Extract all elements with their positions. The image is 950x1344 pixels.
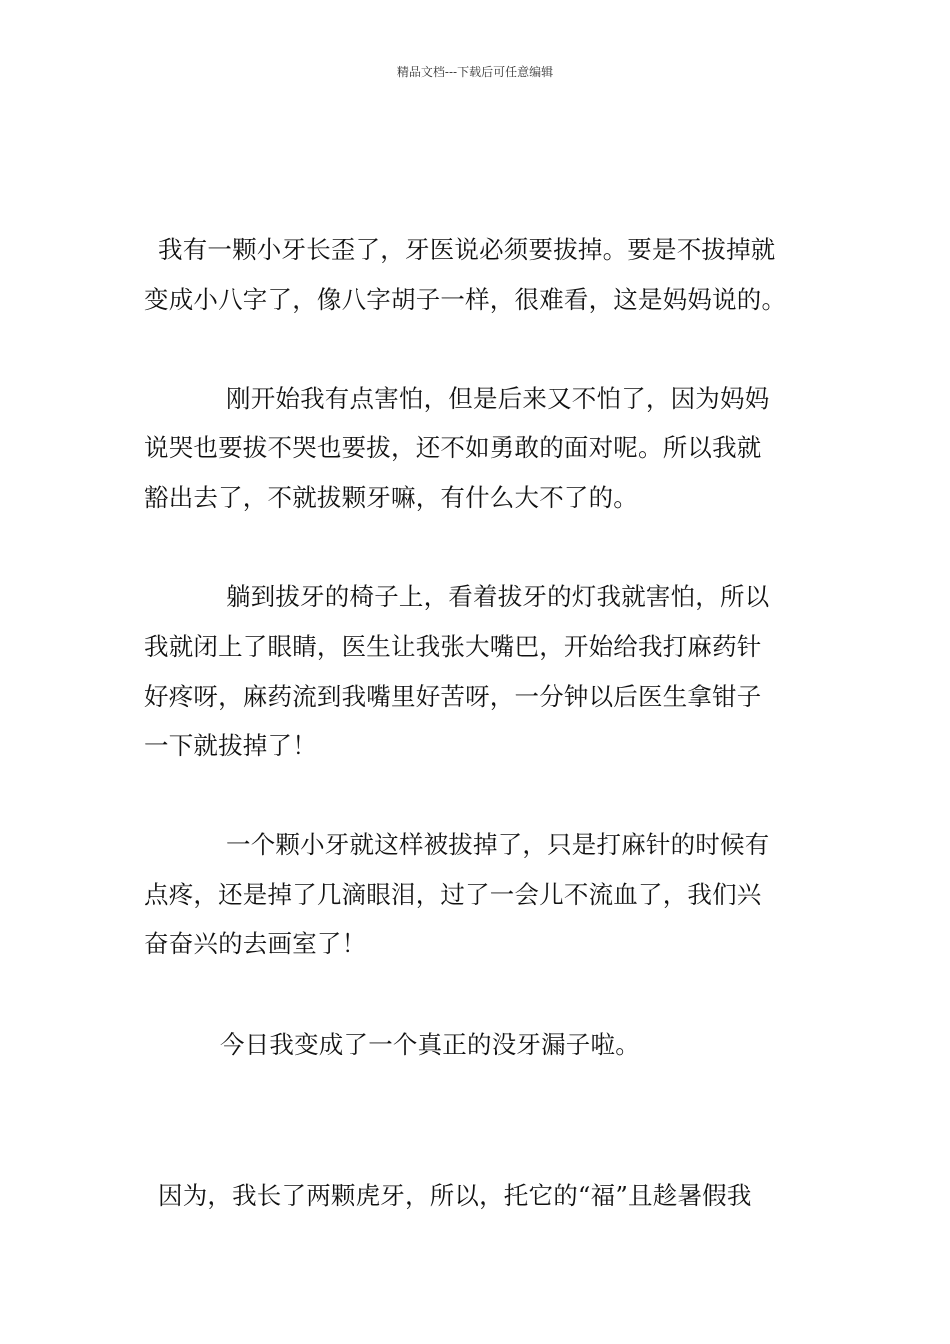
paragraph-4-line-3: 奋奋兴的去画室了！ (144, 929, 367, 958)
page-header: 精品文档---下载后可任意编辑 (396, 65, 554, 79)
paragraph-3-line-3: 好疼呀，麻药流到我嘴里好苦呀，一分钟以后医生拿钳子 (144, 682, 762, 711)
paragraph-4-line-2: 点疼，还是掉了几滴眼泪，过了一会儿不流血了，我们兴 (144, 880, 762, 909)
paragraph-4-line-1: 一个颗小牙就这样被拔掉了，只是打麻针的时候有 (226, 830, 770, 859)
paragraph-6-line-1: 因为，我长了两颗虎牙，所以，托它的“福”且趁暑假我 (158, 1181, 752, 1210)
paragraph-5-line-1: 今日我变成了一个真正的没牙漏子啦。 (220, 1030, 640, 1059)
paragraph-2-line-3: 豁出去了，不就拔颗牙嘛，有什么大不了的。 (144, 483, 638, 512)
paragraph-2-line-2: 说哭也要拔不哭也要拔，还不如勇敢的面对呢。所以我就 (144, 433, 762, 462)
paragraph-1-line-1: 我有一颗小牙长歪了，牙医说必须要拔掉。要是不拔掉就 (158, 235, 776, 264)
paragraph-1-line-2: 变成小八字了，像八字胡子一样，很难看，这是妈妈说的。 (144, 285, 787, 314)
paragraph-3-line-1: 躺到拔牙的椅子上，看着拔牙的灯我就害怕，所以 (226, 582, 770, 611)
paragraph-3-line-2: 我就闭上了眼睛，医生让我张大嘴巴，开始给我打麻药针 (144, 632, 762, 661)
paragraph-3-line-4: 一下就拔掉了！ (144, 731, 317, 760)
paragraph-2-line-1: 刚开始我有点害怕，但是后来又不怕了，因为妈妈 (226, 384, 770, 413)
